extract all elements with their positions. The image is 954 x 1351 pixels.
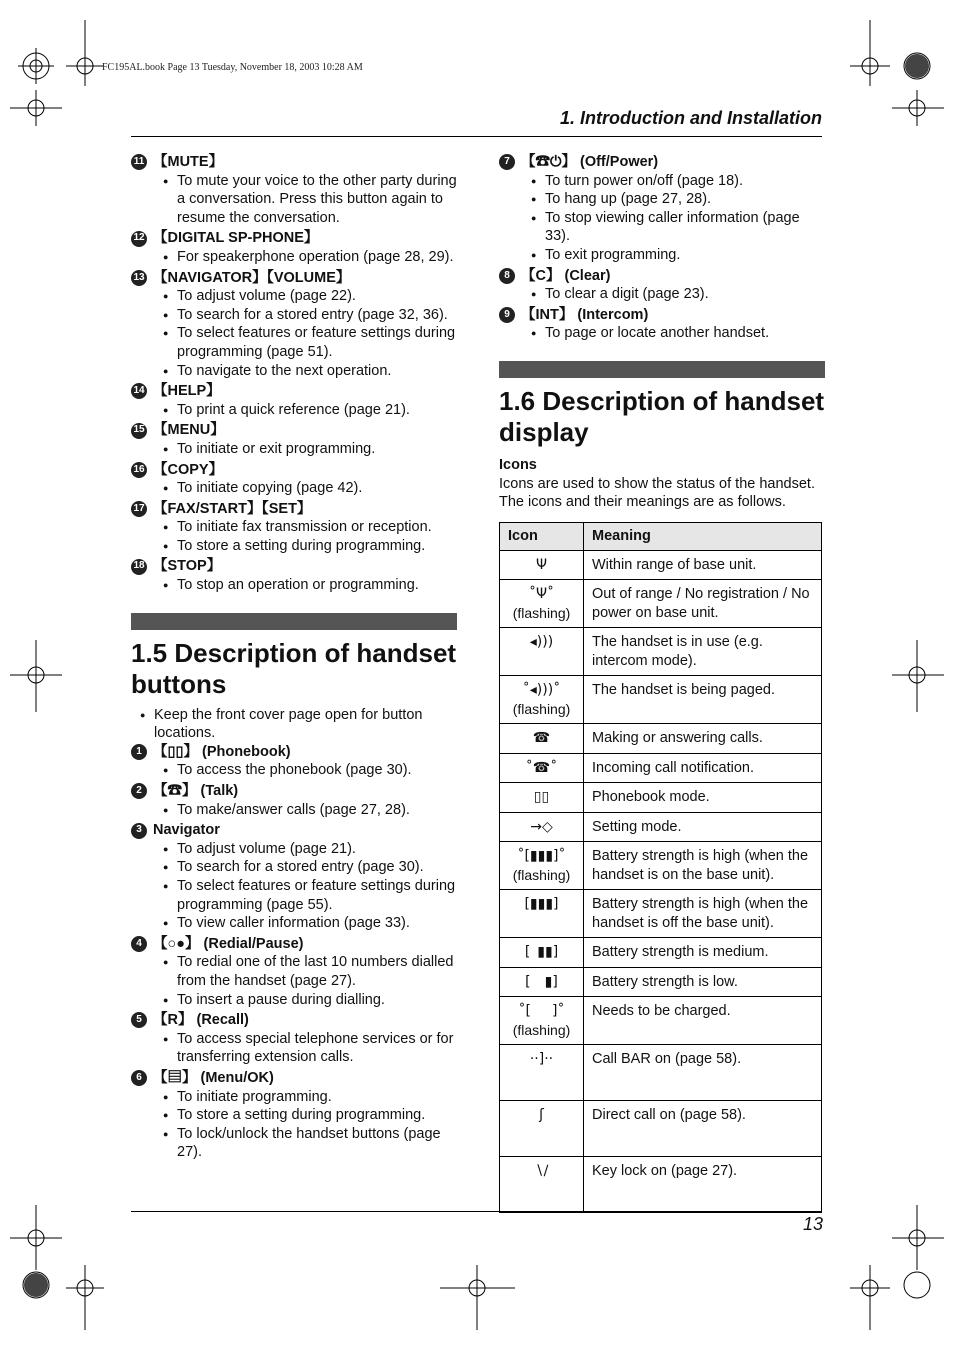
bullet-item: ● To stop viewing caller information (page 33). [522,209,825,246]
item-number-badge: 9 [499,307,515,323]
list-item [131,557,457,594]
section-1-5-intro [131,706,457,743]
meaning-cell: Direct call on (page 58). [584,1101,822,1157]
list-item [131,782,457,819]
section-bar [499,361,825,378]
print-header: FC195AL.book Page 13 Tuesday, November 18, 2003 10:28 AM [102,62,363,73]
section-1-5-title: 1.5 Description of handset buttons [131,637,457,699]
bullet-item: ● To page or locate another handset. [522,324,825,343]
button-name: 【INT】 (Intercom) [521,306,649,323]
item-number-badge: 13 [131,270,147,286]
intercom-icon: ◂))) [529,634,554,651]
list-item [131,821,457,933]
bullet-list [499,324,825,343]
icon-table-row [500,997,822,1045]
bullet-item: ● To access special telephone services or for transferring extension calls. [154,1030,457,1067]
bullet-list [131,1088,457,1162]
bullet-item: ● To stop an operation or programming. [154,576,457,595]
bullet-item: ● To initiate or exit programming. [154,440,457,459]
bullet-item: ● To store a setting during programming. [154,1106,457,1125]
bullet-item: ● To view caller information (page 33). [154,914,457,933]
item-heading [131,382,457,401]
icon-table-row [500,1101,822,1157]
item-number-badge: 5 [131,1012,147,1028]
list-item [131,382,457,419]
talk-icon: ☎ [532,730,551,747]
bullet-item: ● To redial one of the last 10 numbers dialled from the handset (page 27). [154,953,457,990]
button-name: 【☎】 (Talk) [153,783,239,800]
meaning-cell: Call BAR on (page 58). [584,1045,822,1101]
button-name: 【▤】 (Menu/OK) [153,1069,274,1086]
list-item [131,1011,457,1067]
item-number-badge: 18 [131,559,147,575]
right-item-list [499,153,825,343]
item-number-badge: 17 [131,501,147,517]
icon-cell [500,1045,584,1101]
icon-cell [500,1101,584,1157]
icon-cell [500,783,584,813]
item-number-badge: 2 [131,783,147,799]
list-item [499,267,825,304]
footer-rule [131,1211,822,1212]
section-header: 1. Introduction and Installation [559,108,822,128]
icon-table-row [500,550,822,580]
bullet-item: ● To initiate copying (page 42). [154,479,457,498]
bullet-item: ● To initiate fax transmission or reception. [154,518,457,537]
icon-cell [500,997,584,1045]
section-1-6-title: 1.6 Description of handset display [499,385,825,447]
item-heading [131,557,457,576]
bullet-item: ● To search for a stored entry (page 30). [154,858,457,877]
item-heading [131,743,457,762]
handset-button-list [131,743,457,1162]
bullet-item: ● To lock/unlock the handset buttons (page 27). [154,1125,457,1162]
battery-full-icon: [▮▮▮] [524,896,559,913]
item-heading [131,821,457,840]
bullet-list [131,248,457,267]
item-number-badge: 16 [131,462,147,478]
list-item [131,461,457,498]
icons-subheading: Icons [499,456,537,473]
button-name: 【HELP】 [153,383,221,400]
icon-cell [500,580,584,628]
item-heading [131,1011,457,1030]
bullet-item: ● To adjust volume (page 21). [154,840,457,859]
item-number-badge: 11 [131,154,147,170]
item-number-badge: 3 [131,823,147,839]
icon-cell [500,676,584,724]
list-item [499,153,825,265]
item-heading [131,229,457,248]
icon-cell [500,724,584,754]
icon-table-row [500,724,822,754]
icon-table-row [500,812,822,842]
icon-table-row [500,1045,822,1101]
icon-cell [500,890,584,938]
button-name: 【STOP】 [153,558,222,575]
incoming-call-icon: ˚☎˚ [525,759,558,776]
item-number-badge: 12 [131,231,147,247]
phonebook-icon: ▯▯ [533,789,550,806]
bullet-list [131,401,457,420]
item-number-badge: 6 [131,1070,147,1086]
battery-low-icon: [ ▮] [525,973,558,990]
icons-intro: Icons are used to show the status of the handset. The icons and their meanings are as follows. [499,475,815,511]
icon-table [499,522,822,1214]
item-heading [131,782,457,801]
left-item-list [131,153,457,595]
intercom-flashing-icon: ˚◂)))˚ [522,682,561,699]
icon-table-row [500,783,822,813]
icon-table-row [500,628,822,676]
call-bar-icon: ··]·· [529,1051,554,1068]
list-item [131,935,457,1009]
icon-cell [500,812,584,842]
list-item [131,153,457,227]
icon-table-row [500,753,822,783]
left-column [131,153,457,1164]
bullet-item: ● To turn power on/off (page 18). [522,172,825,191]
bullet-item: ● To select features or feature settings during programming (page 51). [154,324,457,361]
meaning-cell: Battery strength is medium. [584,938,822,968]
flashing-label: (flashing) [512,604,571,621]
item-number-badge: 1 [131,744,147,760]
bullet-item: ● To initiate programming. [154,1088,457,1107]
button-name: 【▯▯】 (Phonebook) [153,743,291,760]
bullet-list [499,172,825,265]
bullet-list [131,479,457,498]
section-bar [131,613,457,630]
bullet-item: ● For speakerphone operation (page 28, 29). [154,248,457,267]
bullet-item: ● To adjust volume (page 22). [154,287,457,306]
bullet-list [131,953,457,1009]
item-heading [131,935,457,954]
bullet-item: ● To access the phonebook (page 30). [154,761,457,780]
bullet-list [131,761,457,780]
list-item [499,306,825,343]
button-name: 【☎⏻】 (Off/Power) [521,154,659,170]
button-name: 【NAVIGATOR】【VOLUME】 [153,269,351,286]
icon-table-row [500,1157,822,1213]
button-name: 【FAX/START】【SET】 [153,500,312,517]
item-number-badge: 8 [499,268,515,284]
item-heading [131,153,457,172]
button-name: 【○●】 (Redial/Pause) [153,935,304,952]
meaning-cell: Battery strength is high (when the handset is on the base unit). [584,842,822,890]
bullet-list [131,576,457,595]
setting-icon: →◇ [530,818,553,835]
button-name: 【R】 (Recall) [153,1012,249,1029]
bullet-list [131,840,457,933]
button-name: 【MENU】 [153,422,225,439]
bullet-item: ● To select features or feature settings during programming (page 55). [154,877,457,914]
meaning-cell: The handset is in use (e.g. intercom mode). [584,628,822,676]
meaning-cell: Making or answering calls. [584,724,822,754]
meaning-cell: Needs to be charged. [584,997,822,1045]
item-heading [499,306,825,325]
meaning-cell: Key lock on (page 27). [584,1157,822,1213]
bullet-item: ● To mute your voice to the other party during a conversation. Press this button again to resume the conversation. [154,172,457,228]
list-item [131,269,457,381]
button-name: 【C】 (Clear) [521,267,611,284]
item-heading [131,1069,457,1088]
icon-cell [500,938,584,968]
button-name: 【COPY】 [153,461,224,478]
list-item [131,500,457,556]
icon-cell [500,628,584,676]
flashing-label: (flashing) [512,700,571,717]
right-column [499,153,825,1213]
item-heading [499,267,825,286]
meaning-cell: The handset is being paged. [584,676,822,724]
item-number-badge: 4 [131,936,147,952]
flashing-label: (flashing) [512,866,571,883]
item-heading [131,269,457,288]
list-item [131,421,457,458]
battery-empty-flashing-icon: ˚[ ]˚ [518,1003,565,1020]
icon-cell [500,753,584,783]
item-heading [131,461,457,480]
item-heading [131,500,457,519]
list-item [131,743,457,780]
bullet-list [131,1030,457,1067]
item-heading [499,153,825,172]
icon-table-row [500,580,822,628]
antenna-icon: Ψ [535,556,548,573]
icon-table-header [500,522,822,550]
bullet-item: ● To insert a pause during dialling. [154,991,457,1010]
bullet-item: ● To store a setting during programming. [154,537,457,556]
icon-cell [500,967,584,997]
meaning-cell: Setting mode. [584,812,822,842]
list-item [131,1069,457,1162]
antenna-flashing-icon: ˚Ψ˚ [528,586,555,603]
meaning-cell: Battery strength is low. [584,967,822,997]
icon-table-row [500,890,822,938]
item-number-badge: 15 [131,423,147,439]
meaning-cell: Within range of base unit. [584,550,822,580]
bullet-item: ● To hang up (page 27, 28). [522,190,825,209]
col-icon-header: Icon [500,522,584,550]
direct-call-icon: ʃ [539,1107,544,1124]
bullet-list [131,440,457,459]
list-item [131,229,457,266]
icon-cell [500,1157,584,1213]
meaning-cell: Out of range / No registration / No power on base unit. [584,580,822,628]
bullet-item: ● To navigate to the next operation. [154,362,457,381]
button-name: Navigator [153,822,220,839]
bullet-list [499,285,825,304]
icon-cell [500,842,584,890]
col-meaning-header: Meaning [584,522,822,550]
bullet-item: ● To make/answer calls (page 27, 28). [154,801,457,820]
item-number-badge: 7 [499,154,515,170]
bullet-list [131,801,457,820]
header-rule [131,136,822,137]
bullet-item: ● To clear a digit (page 23). [522,285,825,304]
bullet-list [131,287,457,380]
battery-full-flashing-icon: ˚[▮▮▮]˚ [517,848,566,865]
icon-table-row [500,938,822,968]
battery-medium-icon: [ ▮▮] [524,944,559,961]
meaning-cell: Incoming call notification. [584,753,822,783]
item-heading [131,421,457,440]
page-number: 13 [802,1214,823,1234]
intro-bullet: ● Keep the front cover page open for button locations. [131,706,457,743]
bullet-list [131,518,457,555]
icon-table-row [500,967,822,997]
meaning-cell: Phonebook mode. [584,783,822,813]
icon-table-row [500,676,822,724]
meaning-cell: Battery strength is high (when the handset is off the base unit). [584,890,822,938]
key-lock-icon: ∖∕ [534,1163,549,1180]
bullet-item: ● To print a quick reference (page 21). [154,401,457,420]
flashing-label: (flashing) [512,1021,571,1038]
bullet-item: ● To search for a stored entry (page 32, 36). [154,306,457,325]
bullet-list [131,172,457,228]
button-name: 【MUTE】 [153,154,224,170]
item-number-badge: 14 [131,383,147,399]
icon-cell [500,550,584,580]
icon-table-row [500,842,822,890]
button-name: 【DIGITAL SP-PHONE】 [153,230,319,247]
bullet-item: ● To exit programming. [522,246,825,265]
